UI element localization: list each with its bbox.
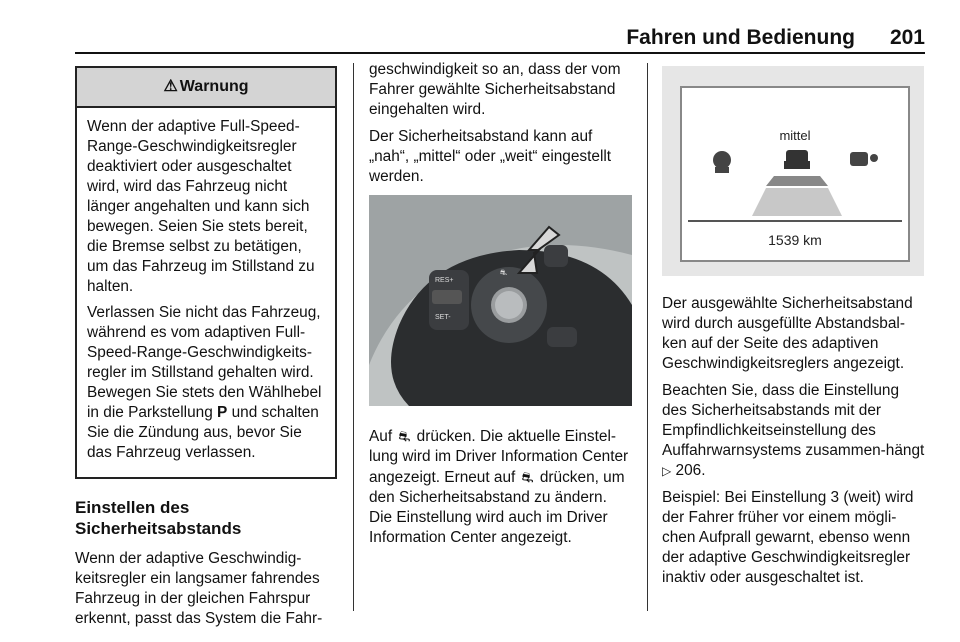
left-column	[75, 60, 337, 636]
right-paragraph-3: Beispiel: Bei Einstellung 3 (weit) wird der Fahrer früher vor einem mögli-chen Aufprall gewarnt, ebenso wenn der adaptive Geschwindigkeitsregler inaktiv oder ausgeschaltet ist.	[662, 489, 914, 586]
warning-body	[77, 108, 335, 477]
header-rule	[75, 52, 925, 54]
park-position-letter: P	[217, 404, 228, 421]
vehicle-ahead-icon	[784, 150, 810, 169]
page-reference-link[interactable]: 206.	[675, 462, 706, 479]
page-reference-arrow-icon: ▷	[662, 464, 672, 478]
section-heading-line-1: Einstellen des	[75, 498, 190, 517]
right-paragraph-2	[662, 381, 926, 481]
distance-setting-label: mittel	[779, 128, 811, 143]
warning-title: Warnung	[179, 78, 249, 95]
warning-paragraph-1: Wenn der adaptive Full-Speed-Range-Geschwindigkeitsregler deaktiviert oder ausgeschaltet wird, wird das Fahrzeug nicht länger angehalten und kann sich bewegen. Seien Sie stets bereit, die Bremse selbst zu betätigen, um das Fahrzeug im Stillstand zu halten.	[87, 118, 315, 295]
warning-box	[75, 66, 337, 479]
svg-text:⛐: ⛐	[500, 268, 507, 277]
column-divider-right	[647, 63, 648, 611]
instruction-text-a: Auf	[369, 428, 397, 445]
middle-column	[369, 60, 633, 555]
warning-paragraph-2	[87, 303, 327, 463]
intro-paragraph: Wenn der adaptive Geschwindig-keitsregler ein langsamer fahrendes Fahrzeug in der gleichen Fahrspur erkennt, passt das System die Fahr-	[75, 550, 323, 627]
res-label: RES+	[435, 277, 454, 284]
section-heading	[75, 497, 337, 539]
display-separator	[688, 220, 902, 222]
chapter-title: Fahren und Bedienung	[626, 26, 855, 49]
warning-header	[77, 68, 335, 108]
warning-text-a: Verlassen Sie nicht das Fahrzeug, während es vom adaptiven Full-Speed-Range-Geschwindigkeits-regler im Stillstand gehalten wird. Bewegen Sie stets den Wählhebel in die Parkstellung	[87, 304, 322, 421]
warning-text-b: und schalten Sie die Zündung aus, bevor Sie das Fahrzeug verlassen.	[87, 404, 319, 461]
display-screen	[680, 86, 910, 262]
instruction-text-b: drücken. Die aktuelle Einstel-lung wird im Driver Information Center angezeigt. Erneut auf	[369, 428, 629, 486]
right-column	[662, 60, 926, 595]
collision-alert-icon	[713, 151, 731, 173]
middle-paragraph-1: geschwindigkeit so an, dass der vom Fahrer gewählte Sicherheitsabstand eingehalten wird.	[369, 61, 621, 118]
middle-paragraph-3	[369, 426, 633, 548]
odometer-readout: 1539 km	[768, 232, 822, 248]
cluster-display-graphic	[662, 66, 924, 276]
right-paragraph-1: Der ausgewählte Sicherheitsabstand wird durch ausgefüllte Abstandsbal-ken auf der Seite des adaptiven Geschwindigkeitsreglers angezeigt.	[662, 295, 913, 372]
warning-triangle-icon: ⚠	[163, 78, 178, 95]
middle-paragraph-2: Der Sicherheitsabstand kann auf „nah“, „mittel“ oder „weit“ eingestellt werden.	[369, 128, 612, 185]
steering-wheel-photo	[369, 195, 632, 406]
column-divider-left	[353, 63, 354, 611]
set-label: SET-	[435, 314, 451, 321]
section-heading-line-2: Sicherheitsabstands	[75, 519, 242, 538]
follow-distance-icon: ⛐	[398, 428, 411, 444]
page-number: 201	[889, 26, 925, 49]
pedestrian-vehicle-icon	[850, 152, 878, 166]
instruction-text-c: drücken, um den Sicherheitsabstand zu ändern. Die Einstellung wird auch im Driver Information Center angezeigt.	[369, 469, 625, 546]
sensitivity-text: Beachten Sie, dass die Einstellung des Sicherheitsabstands mit der Empfindlichkeitseinstellung des Auffahrwarnsystems zusammen-hängt	[662, 382, 925, 459]
follow-distance-icon: ⛐	[521, 469, 534, 485]
page-header	[75, 24, 925, 54]
